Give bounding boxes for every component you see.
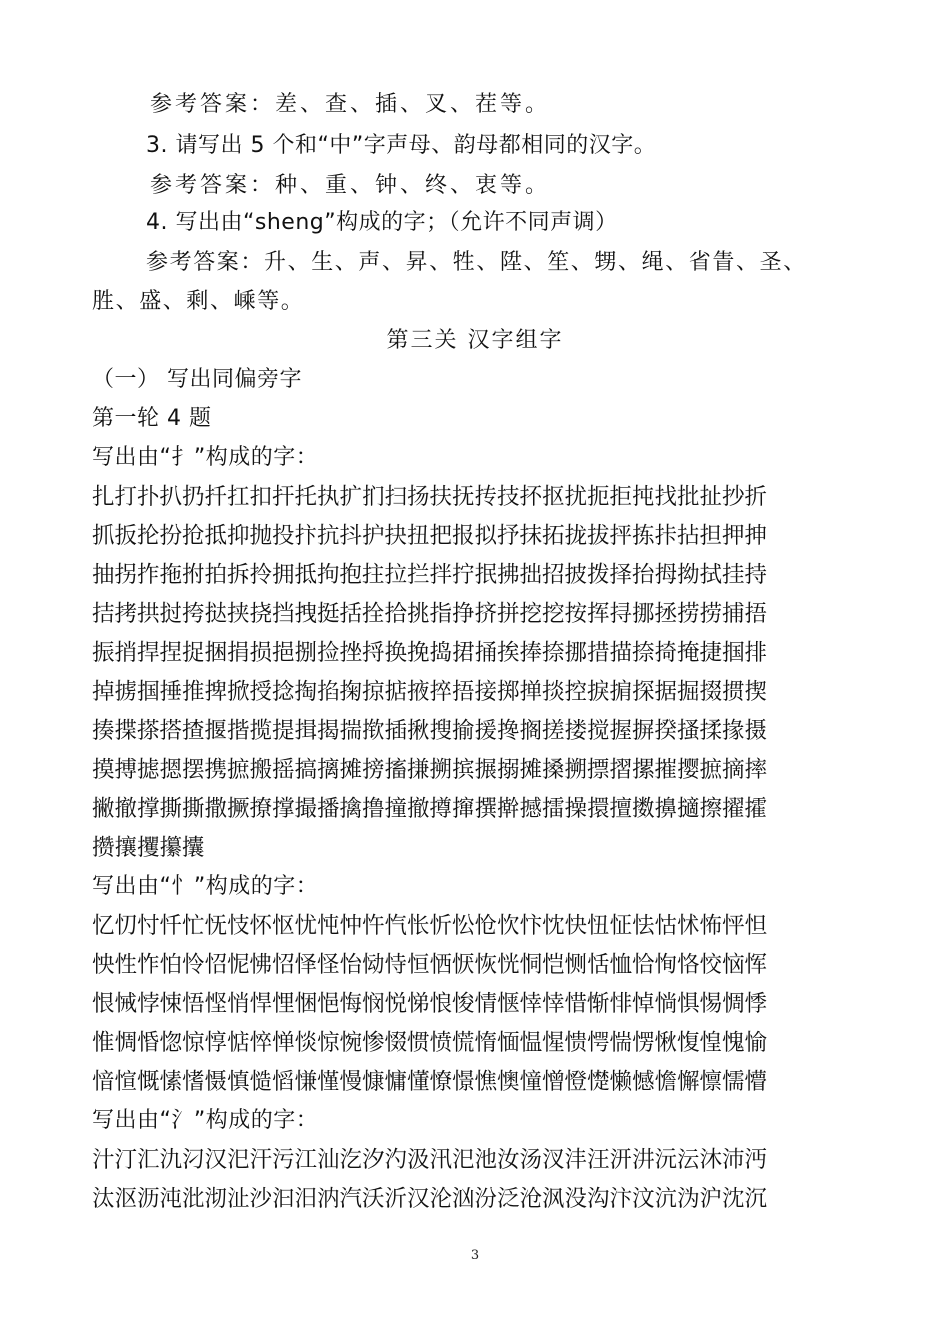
group-prompt: 写出由“扌”构成的字：	[92, 445, 319, 470]
character-row: 揍揲搽搭揸揠揩揽提揖揭揣揿插揪搜揄援搀搁搓搂搅握摒揆搔揉掾摄	[92, 718, 768, 744]
question-4: 4. 写出由“sheng”构成的字；（允许不同声调）	[146, 210, 618, 235]
character-row: 拮拷拱挝挎挞挟挠挡拽挺括拴拾挑指挣挤拼挖挖按挥挦挪拯捞捞捕捂	[92, 601, 768, 627]
character-row: 恨悈悖悚悟悭悄悍悝悃悒悔悯悦悌悢悛情惬悻悻惜惭悱悼惝惧惕惆悸	[92, 991, 768, 1017]
group-prompt: 写出由“氵”构成的字：	[92, 1108, 319, 1133]
question-3: 3. 请写出 5 个和“中”字声母、韵母都相同的汉字。	[146, 133, 657, 158]
answer-3: 参考答案：种、重、钟、终、衷等。	[150, 173, 551, 198]
round-label: 第一轮 4 题	[92, 406, 212, 431]
character-row: 汰沤沥沌沘沏沚沙汩汨汭汽沃沂汉沦汹汾泛沧沨没沟汴汶沆沩沪沈沉	[92, 1186, 768, 1212]
character-row: 忆忉忖忏忙怃忮怀怄忧忳忡忤忾怅忻忪怆忺忭忱快忸怔怯怙怵怖怦怛	[92, 913, 768, 939]
answer-4-line-1: 参考答案：升、生、声、昇、牲、陞、笙、甥、绳、省眚、圣、	[146, 250, 807, 275]
character-row: 愔愃慨愫愭慑慎慥慆慊慬慢慷慵懂憭憬憔懊憧憎憕憷懒憾憺懈懔懦懵	[92, 1069, 768, 1095]
character-row: 汁汀汇氿汈汉汜汗污江汕汔汐汋汲汛汜池汝汤汊沣汪汧汫沅沄沐沛沔	[92, 1147, 768, 1173]
answer-4-line-2: 胜、盛、剩、嵊等。	[92, 289, 305, 314]
character-row: 振捎捍捏捉捆捐损挹捌捡挫捋换挽捣捃捅挨捧捺挪措描捺掎掩捷掴排	[92, 640, 768, 666]
character-row: 摸搏摅摁摆携摭搬摇搞摛摊搒搐搛搠摈搌搦摊搡搠摽摺摞摧撄摭摘摔	[92, 757, 768, 783]
page-number: 3	[470, 1248, 480, 1263]
character-row: 掉掳掴捶推捭掀授捻掏掐掬掠掂掖捽捂接掷掸掞控捩掮探据掘掇掼揳	[92, 679, 768, 705]
character-row: 怏性怍怕怜怊怩怫怊怿怪怡恸恃恒恓恹恢恍恫恺恻恬恤恰恂恪恔恼恽	[92, 952, 768, 978]
section-subtitle: （一） 写出同偏旁字	[92, 367, 302, 392]
character-row: 抓扳抡扮抢抵抑抛投抃抗抖护抉扭把报拟抒抹拓拢拔抨拣拤拈担押抻	[92, 523, 768, 549]
group-prompt: 写出由“忄”构成的字：	[92, 874, 319, 899]
character-row: 撇撤撑撕撕撒撅撩撑撮播擒撸撞撤撙撺撰擀撼擂操擐擅擞擤擿擦擢攉	[92, 796, 768, 822]
answer-line: 参考答案：差、查、插、叉、茬等。	[150, 92, 551, 117]
character-row: 攒攘攫攥攮	[92, 835, 205, 861]
character-row: 抽拐拃拖拊拍拆拎拥抵拘抱拄拉拦拌拧抿拂拙招披拨择抬拇拗拭挂持	[92, 562, 768, 588]
section-title: 第三关 汉字组字	[386, 328, 564, 353]
character-row: 扎打扑扒扔扦扛扣扞托执扩扪扫扬扶抚抟技抔抠扰扼拒扽找批扯抄折	[92, 484, 768, 510]
character-row: 惟惆惛惚惊惇惦悴惮惔惊惋惨惙惯愤慌惰愐愠惺愦愕惴愣愀愎惶愧愉	[92, 1030, 768, 1056]
